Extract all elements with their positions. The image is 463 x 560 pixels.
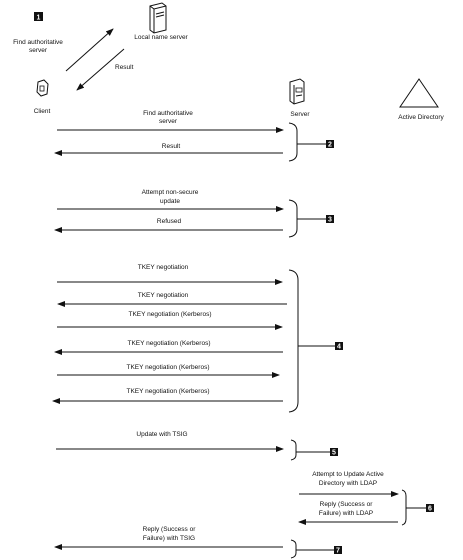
step-6-badge xyxy=(426,504,434,513)
step-4-number: 4 xyxy=(337,343,341,351)
step-4-badge xyxy=(335,342,343,351)
step3-bracket xyxy=(289,200,297,237)
active-directory-icon xyxy=(400,79,438,107)
step6-reply-line2: Failure) with LDAP xyxy=(318,510,374,517)
step6-reply-line1: Reply (Success or xyxy=(319,501,373,508)
step-6-number: 6 xyxy=(428,505,432,513)
step-7-number: 7 xyxy=(336,547,340,555)
step-7-badge xyxy=(334,546,342,555)
local-name-server-icon xyxy=(150,3,166,33)
step5-bracket xyxy=(291,440,296,460)
step7-reply-line1: Reply (Success or xyxy=(142,526,196,533)
step3-refused-label: Refused xyxy=(156,218,182,225)
step4-msg2-label: TKEY negotiation xyxy=(137,292,189,299)
client-icon xyxy=(37,80,48,96)
step-3-number: 3 xyxy=(328,216,332,224)
step3-attempt-line2: update xyxy=(160,198,180,205)
step2-result-label: Result xyxy=(161,143,181,150)
step4-msg6-label: TKEY negotiation (Kerberos) xyxy=(126,388,210,395)
step6-attempt-line1: Attempt to Update Active xyxy=(312,471,384,478)
step-3-badge xyxy=(326,215,334,224)
local-name-server-label: Local name server xyxy=(134,34,188,41)
step6-attempt-line2: Directory with LDAP xyxy=(318,480,378,487)
step4-msg4-label: TKEY negotiation (Kerberos) xyxy=(127,340,211,347)
step2-find-authoritative-line1: Find authoritative xyxy=(143,110,193,117)
step-2-badge xyxy=(326,140,334,149)
step-1-badge xyxy=(34,12,43,22)
step4-msg5-label: TKEY negotiation (Kerberos) xyxy=(126,364,210,371)
client-label: Client xyxy=(33,108,51,115)
step4-msg1-label: TKEY negotiation xyxy=(137,264,189,271)
step-2-number: 2 xyxy=(328,141,332,149)
step6-bracket xyxy=(402,490,406,525)
step5-update-label: Update with TSIG xyxy=(136,431,188,438)
step3-attempt-line1: Attempt non-secure xyxy=(141,189,199,196)
step-5-number: 5 xyxy=(332,449,336,457)
step2-bracket xyxy=(289,123,297,161)
server-label: Server xyxy=(290,111,310,118)
active-directory-label: Active Directory xyxy=(398,114,444,121)
step-1-number: 1 xyxy=(36,14,41,22)
step1-result-label: Result xyxy=(115,64,134,71)
step4-msg3-label: TKEY negotiation (Kerberos) xyxy=(128,311,212,318)
step4-bracket xyxy=(289,270,298,412)
step7-bracket xyxy=(291,540,296,558)
step2-find-authoritative-line2: server xyxy=(158,118,178,125)
step7-reply-line2: Failure) with TSIG xyxy=(142,535,196,542)
step1-find-authoritative-line1: Find authoritative xyxy=(13,39,63,46)
step-5-badge xyxy=(330,448,338,457)
step1-find-authoritative-line2: server xyxy=(28,47,48,54)
server-icon xyxy=(290,79,304,104)
